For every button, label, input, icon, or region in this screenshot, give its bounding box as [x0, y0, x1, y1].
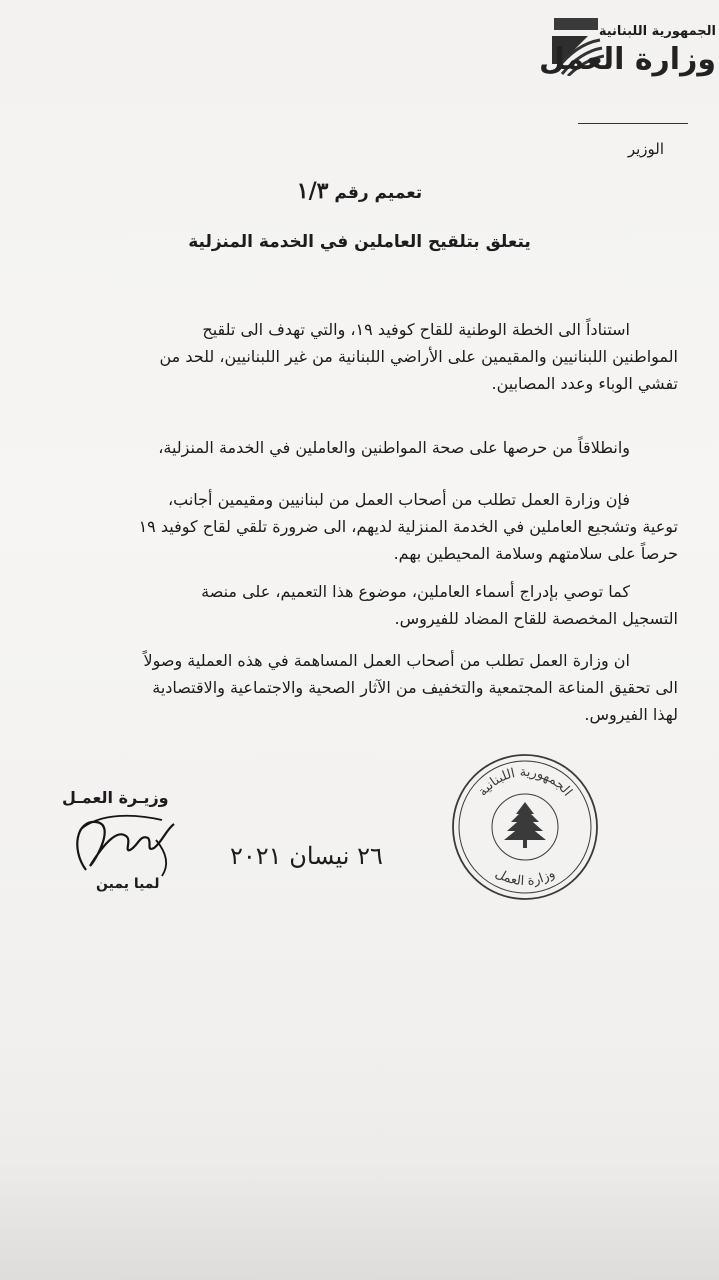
paragraph-line: استناداً الى الخطة الوطنية للقاح كوفيد ١٩، والتي تهدف الى تلقيح	[202, 320, 630, 339]
paragraph-line: توعية وتشجيع العاملين في الخدمة المنزلية لديهم، الى ضرورة تلقي لقاح كوفيد ١٩	[138, 517, 678, 536]
svg-text:وزارة العمل	[493, 866, 558, 889]
signature-date: ٢٦ نيسان ٢٠٢١	[230, 842, 383, 870]
paragraph-1	[38, 316, 678, 397]
official-seal-stamp	[450, 752, 600, 902]
signatory-title: وزيـرة العمـل	[62, 788, 169, 807]
ministry-logo	[539, 12, 718, 82]
paragraph-line: حرصاً على سلامتهم وسلامة المحيطين بهم.	[393, 544, 678, 563]
cedar-tree-icon	[504, 802, 546, 848]
paragraph-2	[38, 434, 678, 461]
paragraph-line: كما توصي بإدراج أسماء العاملين، موضوع هذا التعميم، على منصة	[201, 582, 630, 601]
circular-title-prefix: تعميم رقم	[334, 183, 423, 203]
ministry-name: وزارة العمل	[539, 42, 716, 77]
paragraph-line: فإن وزارة العمل تطلب من أصحاب العمل من لبنانيين ومقيمين أجانب،	[167, 490, 630, 509]
header-divider	[578, 123, 688, 124]
signatory-name: لميا يمين	[96, 876, 160, 892]
circular-number: ١/٣	[296, 178, 329, 204]
paragraph-line: وانطلاقاً من حرصها على صحة المواطنين والعاملين في الخدمة المنزلية،	[158, 438, 630, 457]
seal-top-text: الجمهورية اللبنانية	[475, 764, 575, 800]
seal-bottom-text: وزارة العمل	[492, 866, 558, 890]
paragraph-line: التسجيل المخصصة للقاح المضاد للفيروس.	[394, 609, 678, 628]
photo-shadow	[0, 1160, 719, 1280]
circular-title	[0, 178, 719, 204]
handwritten-signature	[66, 800, 186, 885]
paragraph-line: تفشي الوباء وعدد المصابين.	[491, 374, 678, 393]
republic-label: الجمهورية اللبنانية	[598, 24, 716, 39]
paragraph-line: لهذا الفيروس.	[584, 705, 678, 724]
minister-label: الوزير	[627, 140, 664, 158]
paragraph-line: المواطنين اللبنانيين والمقيمين على الأراضي اللبنانية من غير اللبنانيين، للحد من	[159, 347, 678, 366]
paragraph-line: ان وزارة العمل تطلب من أصحاب العمل المساهمة في هذه العملية وصولاً	[143, 651, 630, 670]
paragraph-5	[38, 647, 678, 728]
paragraph-3	[38, 486, 678, 567]
circular-subject: يتعلق بتلقيح العاملين في الخدمة المنزلية	[188, 232, 531, 252]
paragraph-4	[38, 578, 678, 632]
paragraph-line: الى تحقيق المناعة المجتمعية والتخفيف من الآثار الصحية والاجتماعية والاقتصادية	[152, 678, 678, 697]
